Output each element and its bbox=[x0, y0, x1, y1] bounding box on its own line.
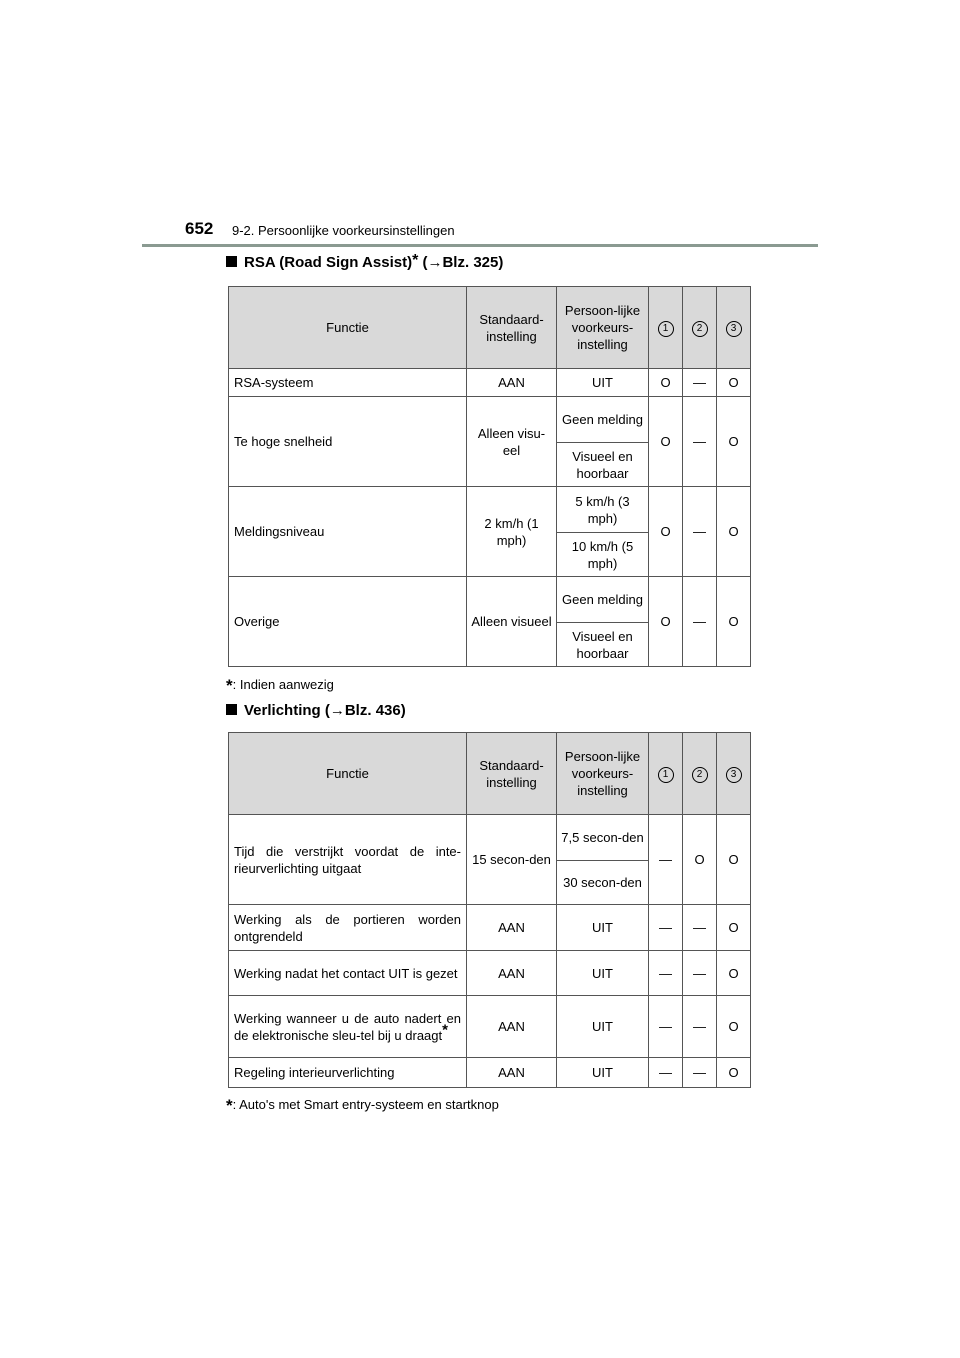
verlichting-heading-text: Verlichting bbox=[244, 702, 321, 719]
cell-function: Werking nadat het contact UIT is gezet bbox=[229, 951, 467, 996]
col-standaard: Standaard-instelling bbox=[467, 733, 557, 815]
cell-c1: O bbox=[649, 577, 683, 667]
cell-default: AAN bbox=[467, 996, 557, 1058]
cell-c2: — bbox=[683, 369, 717, 397]
footnote-star: * bbox=[226, 676, 233, 695]
cell-c2: — bbox=[683, 996, 717, 1058]
rsa-heading-text: RSA (Road Sign Assist) bbox=[244, 254, 413, 271]
table-header-row bbox=[229, 287, 751, 369]
cell-c3: O bbox=[717, 487, 751, 577]
cell-default: AAN bbox=[467, 369, 557, 397]
header-rule bbox=[142, 244, 818, 247]
cell-function: Te hoge snelheid bbox=[229, 397, 467, 487]
cell-function: Werking als de portieren worden ontgrendeld bbox=[229, 905, 467, 951]
cell-option: 7,5 secon-den bbox=[557, 815, 649, 861]
cell-c2: — bbox=[683, 951, 717, 996]
cell-function: Tijd die verstrijkt voordat de inte-rieurverlichting uitgaat bbox=[229, 815, 467, 905]
table-row bbox=[229, 905, 751, 951]
table-row bbox=[229, 369, 751, 397]
footnote-text: : Indien aanwezig bbox=[232, 677, 334, 692]
table-row bbox=[229, 1058, 751, 1088]
table-row bbox=[229, 397, 751, 443]
rsa-heading-ref: (→Blz. 325) bbox=[422, 254, 504, 271]
circled-2-icon: 2 bbox=[692, 321, 708, 337]
page-number: 652 bbox=[185, 219, 214, 238]
cell-c1: O bbox=[649, 487, 683, 577]
cell-c3: O bbox=[717, 996, 751, 1058]
cell-c1: — bbox=[649, 996, 683, 1058]
cell-function: RSA-systeem bbox=[229, 369, 467, 397]
cell-option: Visueel en hoorbaar bbox=[557, 443, 649, 487]
cell-c2: — bbox=[683, 905, 717, 951]
verlichting-table bbox=[228, 732, 751, 1088]
rsa-footnote bbox=[226, 674, 334, 694]
cell-c3: O bbox=[717, 1058, 751, 1088]
cell-option: UIT bbox=[557, 996, 649, 1058]
col-3 bbox=[717, 733, 751, 815]
cell-c2: — bbox=[683, 487, 717, 577]
cell-c1: — bbox=[649, 815, 683, 905]
cell-c2: — bbox=[683, 1058, 717, 1088]
cell-default: AAN bbox=[467, 905, 557, 951]
table-row bbox=[229, 815, 751, 861]
cell-function: Meldingsniveau bbox=[229, 487, 467, 577]
table-row bbox=[229, 996, 751, 1058]
circled-1-icon: 1 bbox=[658, 767, 674, 783]
col-standaard: Standaard-instelling bbox=[467, 287, 557, 369]
cell-option: 10 km/h (5 mph) bbox=[557, 533, 649, 577]
cell-option: UIT bbox=[557, 1058, 649, 1088]
cell-c3: O bbox=[717, 577, 751, 667]
footnote-text: : Auto's met Smart entry-systeem en startknop bbox=[232, 1097, 499, 1112]
col-2 bbox=[683, 287, 717, 369]
col-functie: Functie bbox=[229, 733, 467, 815]
circled-1-icon: 1 bbox=[658, 321, 674, 337]
verlichting-heading bbox=[226, 702, 406, 719]
cell-default: AAN bbox=[467, 951, 557, 996]
cell-function: Regeling interieurverlichting bbox=[229, 1058, 467, 1088]
circled-2-icon: 2 bbox=[692, 767, 708, 783]
col-persoonlijk: Persoon-lijke voorkeurs-instelling bbox=[557, 287, 649, 369]
bullet-square-icon bbox=[226, 704, 237, 715]
section-title: 9-2. Persoonlijke voorkeursinstellingen bbox=[232, 223, 455, 238]
cell-function: Overige bbox=[229, 577, 467, 667]
cell-default: 15 secon-den bbox=[467, 815, 557, 905]
cell-default: Alleen visu-eel bbox=[467, 397, 557, 487]
cell-option: UIT bbox=[557, 905, 649, 951]
cell-c3: O bbox=[717, 815, 751, 905]
col-1 bbox=[649, 287, 683, 369]
function-star: * bbox=[442, 1021, 448, 1039]
cell-default: Alleen visueel bbox=[467, 577, 557, 667]
col-persoonlijk: Persoon-lijke voorkeurs-instelling bbox=[557, 733, 649, 815]
verlichting-footnote bbox=[226, 1094, 499, 1114]
cell-c1: — bbox=[649, 1058, 683, 1088]
cell-c1: O bbox=[649, 397, 683, 487]
footnote-star: * bbox=[226, 1096, 233, 1115]
table-row bbox=[229, 577, 751, 623]
cell-c2: — bbox=[683, 577, 717, 667]
cell-option: 30 secon-den bbox=[557, 861, 649, 905]
col-2 bbox=[683, 733, 717, 815]
cell-option: Visueel en hoorbaar bbox=[557, 623, 649, 667]
col-3 bbox=[717, 287, 751, 369]
cell-option: UIT bbox=[557, 951, 649, 996]
cell-option: Geen melding bbox=[557, 397, 649, 443]
cell-c1: O bbox=[649, 369, 683, 397]
rsa-table bbox=[228, 286, 751, 667]
cell-option: 5 km/h (3 mph) bbox=[557, 487, 649, 533]
cell-c3: O bbox=[717, 951, 751, 996]
circled-3-icon: 3 bbox=[726, 321, 742, 337]
circled-3-icon: 3 bbox=[726, 767, 742, 783]
cell-option: UIT bbox=[557, 369, 649, 397]
bullet-square-icon bbox=[226, 256, 237, 267]
cell-function-text: Werking wanneer u de auto nadert en de elektronische sleu-tel bij u draagt bbox=[234, 1010, 461, 1043]
cell-c3: O bbox=[717, 397, 751, 487]
cell-option: Geen melding bbox=[557, 577, 649, 623]
col-functie: Functie bbox=[229, 287, 467, 369]
rsa-heading: RSA (Road Sign Assist) * (→Blz. 325) bbox=[226, 254, 503, 271]
verlichting-heading-ref: (→Blz. 436) bbox=[324, 702, 406, 719]
col-1 bbox=[649, 733, 683, 815]
table-row bbox=[229, 487, 751, 533]
cell-c1: — bbox=[649, 951, 683, 996]
cell-c3: O bbox=[717, 905, 751, 951]
cell-default: 2 km/h (1 mph) bbox=[467, 487, 557, 577]
cell-c2: O bbox=[683, 815, 717, 905]
table-row bbox=[229, 951, 751, 996]
cell-function bbox=[229, 996, 467, 1058]
cell-c2: — bbox=[683, 397, 717, 487]
cell-c3: O bbox=[717, 369, 751, 397]
table-header-row bbox=[229, 733, 751, 815]
cell-default: AAN bbox=[467, 1058, 557, 1088]
cell-c1: — bbox=[649, 905, 683, 951]
